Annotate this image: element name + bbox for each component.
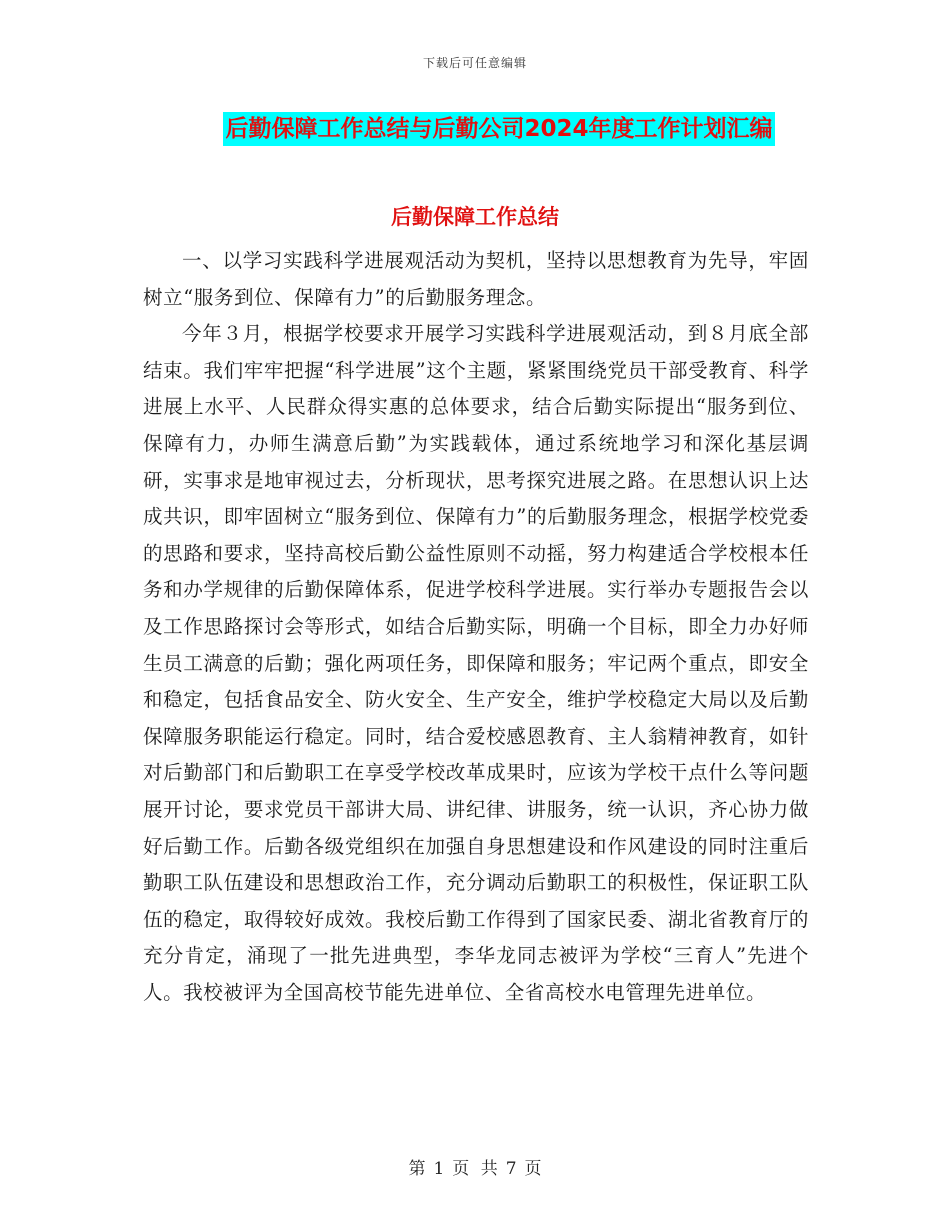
- page-header-note: 下载后可任意编辑: [422, 56, 527, 70]
- footer-middle: 页 共: [452, 1159, 498, 1179]
- document-title: 后勤保障工作总结与后勤公司2024年度工作计划汇编: [223, 112, 774, 146]
- page-footer: [0, 1154, 950, 1179]
- document-title-container: [190, 112, 808, 146]
- section-title: 后勤保障工作总结: [391, 205, 559, 229]
- footer-prefix: 第: [408, 1159, 426, 1179]
- total-page-number: 7: [505, 1159, 517, 1179]
- paragraph-1: 一、以学习实践科学进展观活动为契机，坚持以思想教育为先导，牢固树立“服务到位、保障有力”的后勤服务理念。: [143, 249, 809, 309]
- footer-suffix: 页: [524, 1159, 542, 1179]
- document-body: [143, 243, 809, 1011]
- paragraph-2: 今年３月，根据学校要求开展学习实践科学进展观活动，到８月底全部结束。我们牢牢把握“科学进展”这个主题，紧紧围绕党员干部受教育、科学进展上水平、人民群众得实惠的总体要求，结合后勤实际提出“服务到位、保障有力，办师生满意后勤”为实践载体，通过系统地学习和深化基层调研，实事求是地审视过去，分析现状，思考探究进展之路。在思想认识上达成共识，即牢固树立“服务到位、保障有力”的后勤服务理念，根据学校党委的思路和要求，坚持高校后勤公益性原则不动摇，努力构建适合学校根本任务和办学规律的后勤保障体系，促进学校科学进展。实行举办专题报告会以及工作思路探讨会等形式，如结合后勤实际，明确一个目标，即全力办好师生员工满意的后勤；强化两项任务，即保障和服务；牢记两个重点，即安全和稳定，包括食品安全、防火安全、生产安全，维护学校稳定大局以及后勤保障服务职能运行稳定。同时，结合爱校感恩教育、主人翁精神教育，如针对后勤部门和后勤职工在享受学校改革成果时，应该为学校干点什么等问题展开讨论，要求党员干部讲大局、讲纪律、讲服务，统一认识，齐心协力做好后勤工作。后勤各级党组织在加强自身思想建设和作风建设的同时注重后勤职工队伍建设和思想政治工作，充分调动后勤职工的积极性，保证职工队伍的稳定，取得较好成效。我校后勤工作得到了国家民委、湖北省教育厅的充分肯定，涌现了一批先进典型，李华龙同志被评为学校“三育人”先进个人。我校被评为全国高校节能先进单位、全省高校水电管理先进单位。: [143, 322, 809, 1004]
- current-page-number: 1: [433, 1159, 445, 1179]
